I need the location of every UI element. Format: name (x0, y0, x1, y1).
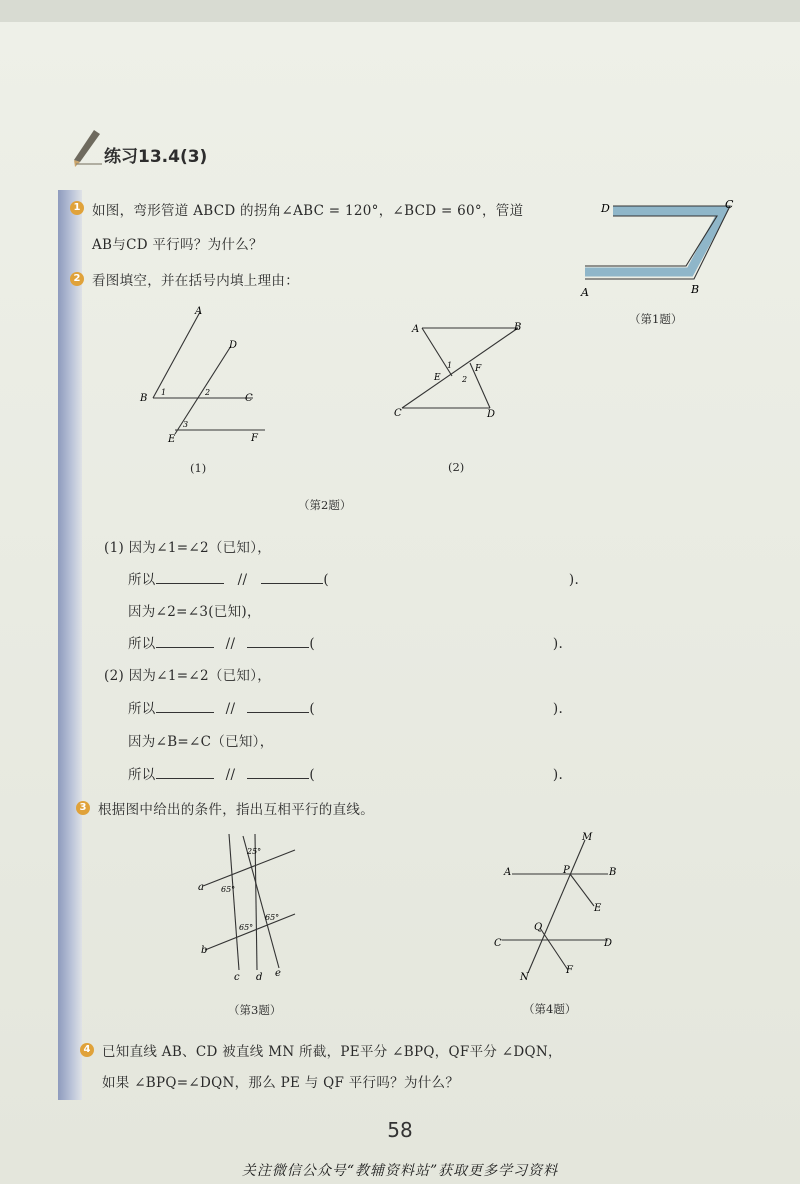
answer-blank[interactable] (247, 698, 309, 713)
fig2-2-label-B: B (514, 322, 522, 333)
fig4-label-E: E (594, 903, 602, 914)
question-3-badge: 3 (76, 801, 90, 815)
question-3-line1: 根据图中给出的条件，指出互相平行的直线。 (98, 802, 374, 818)
pencil-icon (70, 128, 104, 168)
q2-part1-line2: 所以 // ( ). (128, 568, 579, 588)
q2-part1-line1: (1) 因为∠1=∠2（已知）， (104, 540, 272, 556)
fig2-2-label-D: D (487, 409, 496, 420)
fig2-1-label-A: A (195, 306, 203, 317)
figure-4-caption: （第4题） (523, 1002, 577, 1016)
answer-blank[interactable] (156, 633, 214, 648)
fig4-label-N: N (520, 972, 529, 983)
question-1-badge: 1 (70, 201, 84, 215)
footer-watermark-text: 关注微信公众号“教辅资料站”获取更多学习资料 (241, 1163, 559, 1179)
page-number: 58 (387, 1118, 413, 1142)
fig4-label-B: B (609, 867, 617, 878)
q2-part2-line4: 所以 // ( ). (128, 763, 563, 783)
fig2-1-angle-3: 3 (183, 420, 189, 429)
question-2-badge: 2 (70, 272, 84, 286)
question-4-line1: 已知直线 AB、CD 被直线 MN 所截，PE平分 ∠BPQ，QF平分 ∠DQN， (102, 1044, 562, 1060)
fig1-label-A: A (581, 286, 589, 299)
question-4-line2: 如果 ∠BPQ=∠DQN，那么 PE 与 QF 平行吗？为什么？ (102, 1075, 460, 1091)
fig2-2-angle-2: 2 (462, 375, 468, 384)
figure-1-pipe (575, 196, 745, 306)
question-1-line1: 如图，弯形管道 ABCD 的拐角∠ABC = 120°，∠BCD = 60°，管道 (92, 203, 524, 219)
q2-part2-line1: (2) 因为∠1=∠2（已知）， (104, 668, 272, 684)
figure-3-caption: （第3题） (228, 1003, 282, 1017)
figure-2-1-caption: (1) (190, 461, 207, 475)
q2-part1-line3: 因为∠2=∠3(已知)， (128, 604, 261, 620)
fig4-label-M: M (582, 832, 593, 843)
fig2-1-label-D: D (229, 340, 238, 351)
fig2-2-label-E: E (434, 373, 441, 383)
fig4-label-Q: Q (534, 922, 543, 933)
fig3-label-d: d (256, 972, 263, 982)
figure-2-1 (135, 300, 275, 450)
fig4-label-A: A (504, 867, 512, 878)
figure-3 (195, 830, 315, 982)
fig2-2-label-A: A (412, 324, 420, 335)
fig1-label-D: D (601, 202, 610, 215)
exercise-title: 练习13.4(3) (104, 147, 208, 167)
figure-2-2 (390, 318, 530, 428)
fig4-label-D: D (604, 938, 613, 949)
fig2-2-label-F: F (475, 364, 482, 374)
fig4-label-C: C (494, 938, 502, 949)
fig2-1-label-C: C (245, 393, 253, 404)
figure-2-caption: （第2题） (298, 498, 352, 512)
question-2-line1: 看图填空，并在括号内填上理由： (92, 273, 299, 289)
fig1-label-B: B (691, 283, 700, 296)
fig2-2-label-C: C (394, 408, 402, 419)
figure-4 (490, 828, 630, 988)
fig2-1-angle-1: 1 (161, 388, 167, 397)
fig4-label-F: F (566, 965, 573, 976)
answer-blank[interactable] (156, 764, 214, 779)
q2-part2-line2: 所以 // ( ). (128, 697, 563, 717)
answer-blank[interactable] (247, 633, 309, 648)
answer-blank[interactable] (247, 764, 309, 779)
figure-1-caption: （第1题） (629, 312, 683, 326)
fig3-angle-65-a: 65° (221, 885, 236, 894)
q2-part2-line3: 因为∠B=∠C（已知）， (128, 734, 274, 750)
fig3-angle-65-c: 65° (265, 913, 280, 922)
left-color-band (58, 190, 82, 1100)
fig3-label-e: e (275, 968, 281, 979)
answer-blank[interactable] (156, 569, 224, 584)
fig3-angle-65-b: 65° (239, 923, 254, 932)
fig2-1-angle-2: 2 (205, 388, 211, 397)
q2-part1-line4: 所以 // ( ). (128, 632, 563, 652)
fig3-label-b: b (201, 945, 208, 956)
fig4-label-P: P (563, 865, 570, 876)
fig3-label-c: c (234, 972, 240, 982)
answer-blank[interactable] (261, 569, 323, 584)
figure-2-2-caption: (2) (448, 460, 465, 474)
fig2-1-label-E: E (168, 434, 176, 445)
fig3-angle-25: 25° (247, 847, 262, 856)
question-1-line2: AB与CD 平行吗？为什么？ (92, 237, 263, 253)
fig2-2-angle-1: 1 (447, 361, 453, 370)
top-edge-strip (0, 0, 800, 22)
fig2-1-label-F: F (251, 433, 258, 444)
fig2-1-label-B: B (140, 393, 148, 404)
fig1-label-C: C (725, 198, 734, 211)
question-4-badge: 4 (80, 1043, 94, 1057)
fig3-label-a: a (198, 882, 204, 893)
answer-blank[interactable] (156, 698, 214, 713)
